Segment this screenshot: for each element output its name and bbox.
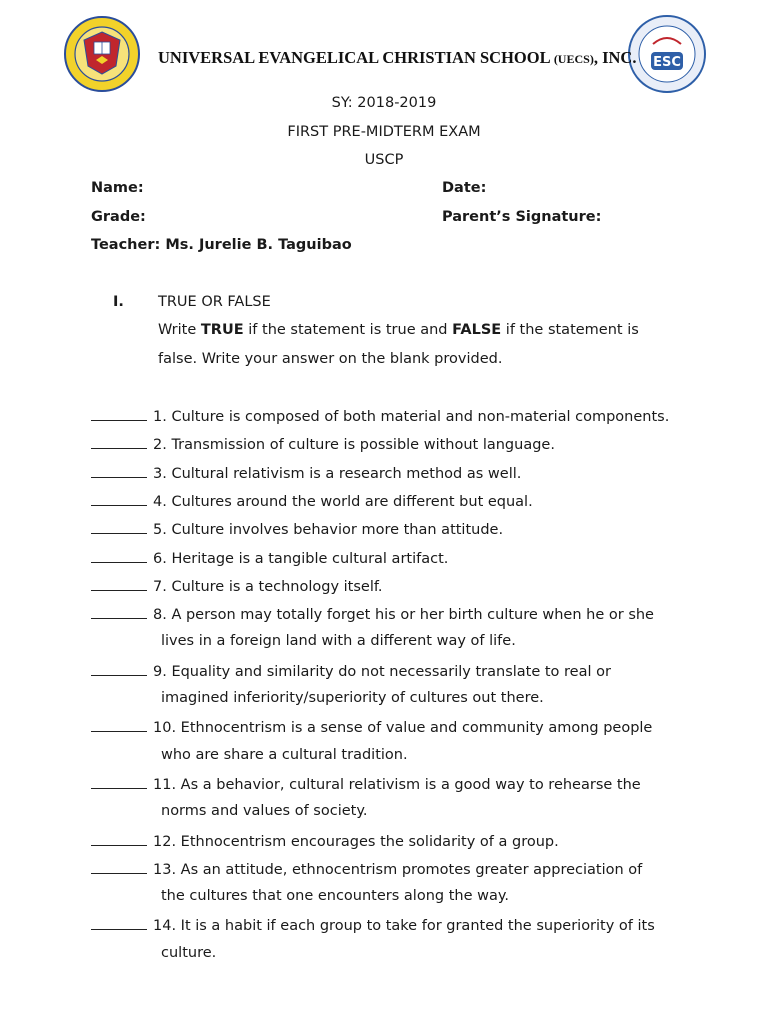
question-text: 13. As an attitude, ethnocentrism promotes greater appreciation of	[153, 861, 643, 878]
question-item	[91, 605, 654, 623]
question-continuation: the cultures that one encounters along the way.	[161, 888, 509, 905]
question-item	[91, 407, 669, 425]
question-item	[91, 662, 611, 680]
question-item	[91, 718, 652, 736]
answer-blank[interactable]	[91, 549, 147, 563]
question-item	[91, 492, 533, 510]
school-year: SY: 2018-2019	[331, 95, 437, 111]
answer-blank[interactable]	[91, 775, 147, 789]
school-seal-logo	[64, 16, 140, 92]
date-field-label: Date:	[442, 180, 487, 196]
answer-blank[interactable]	[91, 605, 147, 619]
question-continuation: culture.	[161, 944, 217, 961]
question-text: 3. Cultural relativism is a research method as well.	[153, 465, 522, 482]
question-item	[91, 832, 559, 850]
question-text: 6. Heritage is a tangible cultural artifact.	[153, 550, 449, 567]
exam-title: FIRST PRE-MIDTERM EXAM	[287, 124, 481, 140]
answer-blank[interactable]	[91, 520, 147, 534]
answer-blank[interactable]	[91, 435, 147, 449]
school-name: UNIVERSAL EVANGELICAL CHRISTIAN SCHOOL (UECS), INC.	[158, 48, 637, 67]
teacher-label: Teacher: Ms. Jurelie B. Taguibao	[91, 237, 352, 253]
question-item	[91, 435, 555, 453]
question-text: 10. Ethnocentrism is a sense of value and community among people	[153, 720, 653, 737]
answer-blank[interactable]	[91, 407, 147, 421]
parent-signature-label: Parent’s Signature:	[442, 209, 602, 225]
question-text: 4. Cultures around the world are different but equal.	[153, 493, 533, 510]
name-field-label: Name:	[91, 180, 144, 196]
instruction-line-1: Write TRUE if the statement is true and FALSE if the statement is	[158, 322, 639, 338]
question-text: 9. Equality and similarity do not necessarily translate to real or	[153, 663, 611, 680]
answer-blank[interactable]	[91, 577, 147, 591]
question-continuation: lives in a foreign land with a different way of life.	[161, 633, 516, 650]
answer-blank[interactable]	[91, 492, 147, 506]
question-item	[91, 464, 521, 482]
instruction-line-2: false. Write your answer on the blank provided.	[158, 351, 503, 367]
question-item	[91, 775, 641, 793]
grade-field-label: Grade:	[91, 209, 146, 225]
question-text: 8. A person may totally forget his or her birth culture when he or she	[153, 607, 654, 624]
question-item	[91, 577, 383, 595]
question-text: 12. Ethnocentrism encourages the solidarity of a group.	[153, 833, 559, 850]
question-item	[91, 520, 503, 538]
answer-blank[interactable]	[91, 916, 147, 930]
question-text: 2. Transmission of culture is possible without language.	[153, 437, 555, 454]
question-continuation: imagined inferiority/superiority of cultures out there.	[161, 690, 544, 706]
question-item	[91, 860, 642, 878]
section-title: TRUE OR FALSE	[158, 294, 271, 310]
question-text: 11. As a behavior, cultural relativism is a good way to rehearse the	[153, 776, 641, 793]
question-item	[91, 549, 448, 567]
answer-blank[interactable]	[91, 464, 147, 478]
answer-blank[interactable]	[91, 718, 147, 732]
subject-title: USCP	[364, 152, 404, 168]
answer-blank[interactable]	[91, 662, 147, 676]
question-item	[91, 916, 655, 934]
esc-logo-text: ESC	[653, 55, 681, 70]
question-text: 7. Culture is a technology itself.	[153, 578, 383, 595]
section-number: I.	[113, 294, 124, 310]
question-text: 14. It is a habit if each group to take for granted the superiority of its	[153, 918, 655, 935]
question-text: 1. Culture is composed of both material and non-material components.	[153, 409, 670, 425]
answer-blank[interactable]	[91, 832, 147, 846]
deped-esc-logo	[627, 14, 707, 94]
question-continuation: who are share a cultural tradition.	[161, 746, 408, 763]
answer-blank[interactable]	[91, 860, 147, 874]
question-continuation: norms and values of society.	[161, 803, 368, 820]
question-text: 5. Culture involves behavior more than attitude.	[153, 522, 504, 539]
